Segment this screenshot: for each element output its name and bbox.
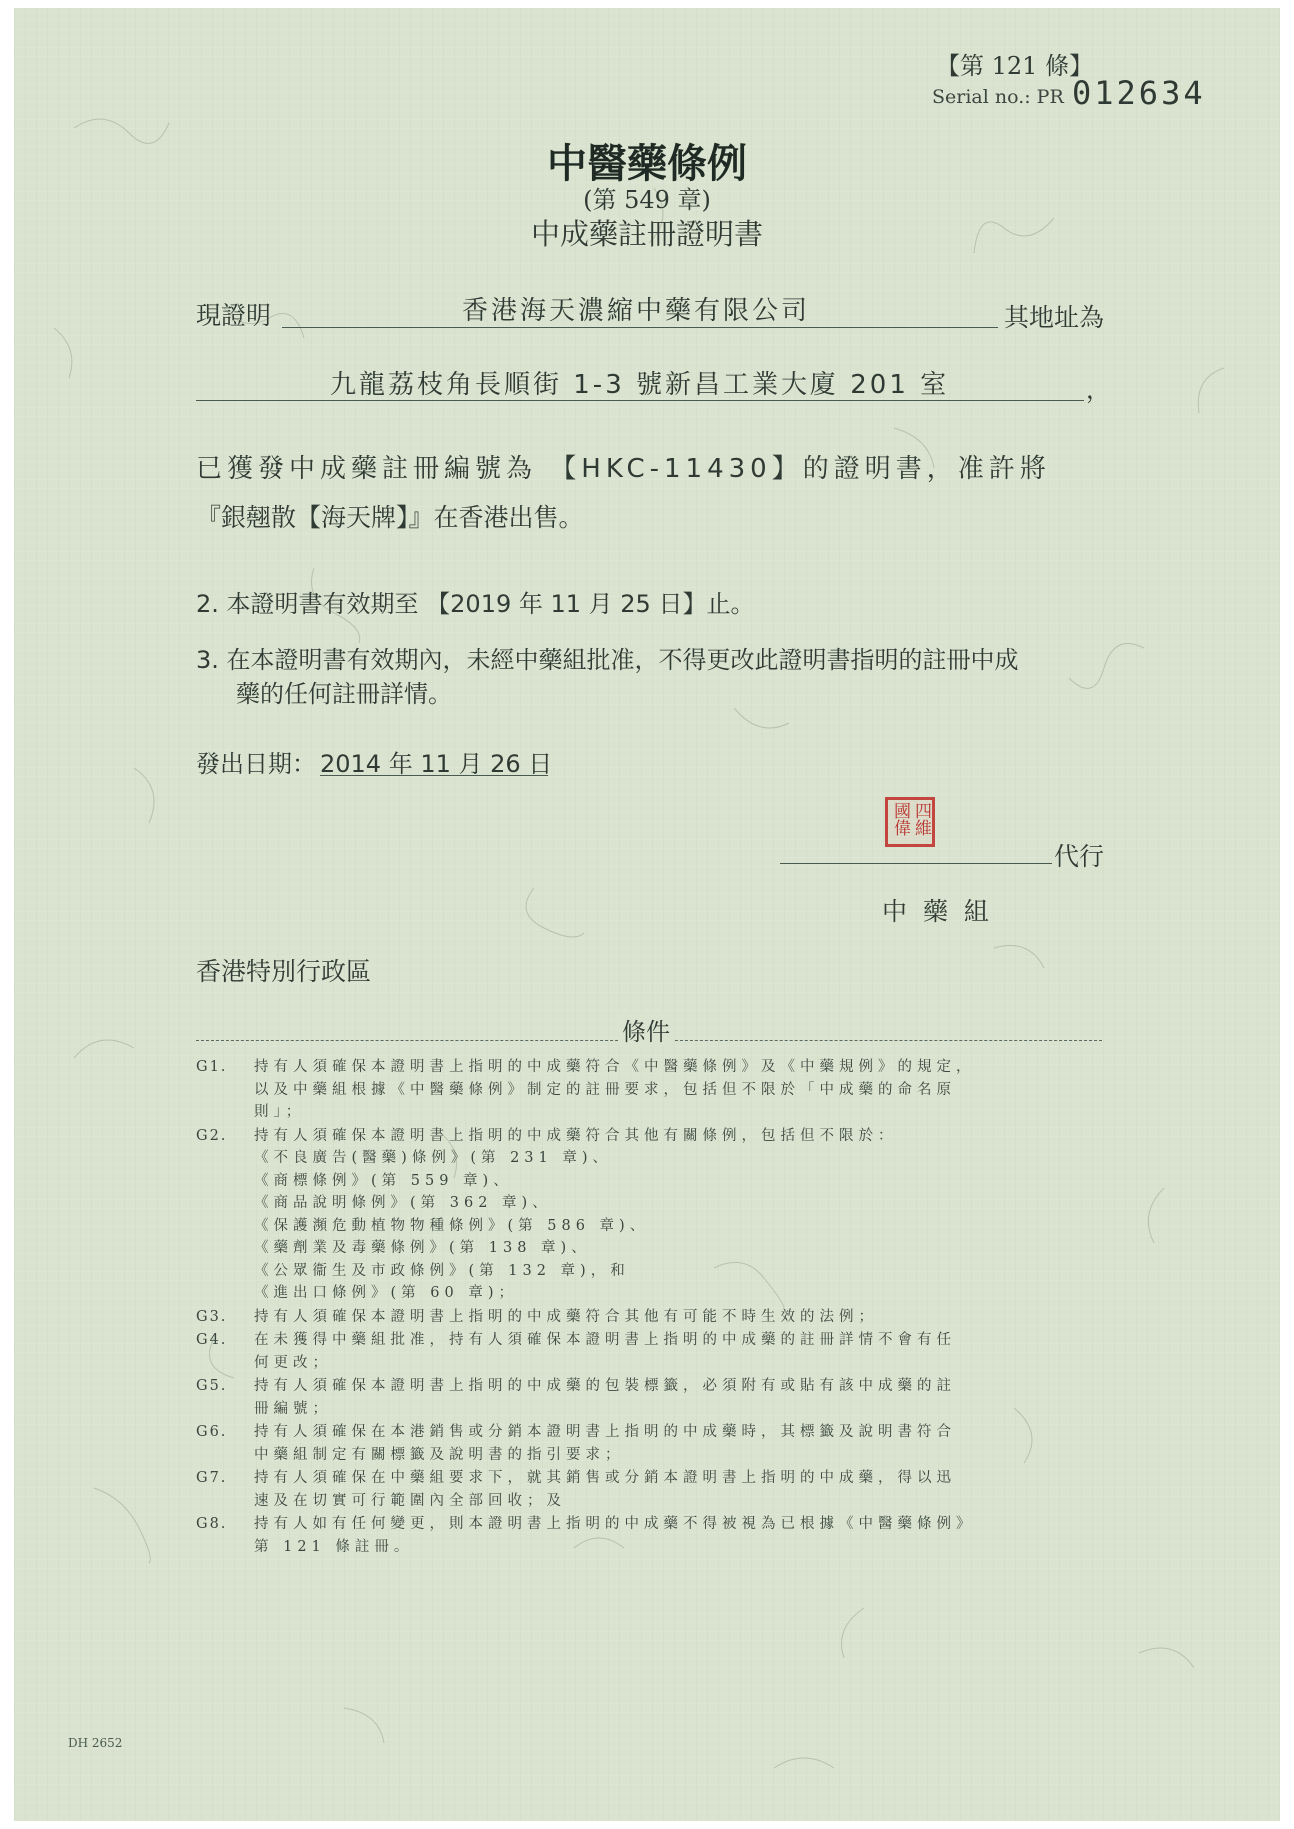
company-address: 九龍荔枝角長順街 1-3 號新昌工業大廈 201 室 [330, 370, 950, 400]
validity-clause: 2. 本證明書有效期至 【2019 年 11 月 25 日】止。 [196, 590, 755, 618]
condition-text-line: 冊編號； [254, 1400, 332, 1417]
condition-item [196, 1329, 1102, 1374]
conditions-heading: 條件 [618, 1012, 674, 1047]
condition-text-line: 則」； [254, 1104, 306, 1120]
serial-label: Serial no.: PR [932, 86, 1064, 108]
condition-text-line: 持有人須確保本證明書上指明的中成藥符合其他有可能不時生效的法例； [254, 1308, 878, 1325]
condition-label: G2. [196, 1127, 228, 1144]
condition-text-line: 《進出口條例》(第 60 章)； [254, 1285, 518, 1301]
condition-item [196, 1056, 1102, 1124]
condition-label: G1. [196, 1059, 228, 1075]
section-reference: 【第 121 條】 [936, 52, 1094, 80]
condition-text-line: 持有人須確保本證明書上指明的中成藥符合其他有關條例，包括但不限於： [254, 1127, 898, 1144]
issue-date-label: 發出日期： [196, 750, 316, 778]
condition-text-line: 何更改； [254, 1354, 332, 1371]
condition-text-line: 在未獲得中藥組批准，持有人須確保本證明書上指明的中成藥的註冊詳情不會有任 [254, 1332, 956, 1348]
amendment-clause-line2: 藥的任何註冊詳情。 [236, 680, 452, 708]
condition-label: G8. [196, 1516, 228, 1532]
company-name: 香港海天濃縮中藥有限公司 [462, 296, 811, 326]
condition-text-line: 持有人須確保本證明書上指明的中成藥的包裝標籤，必須附有或貼有該中成藥的註 [254, 1378, 956, 1394]
address-comma: ， [1086, 376, 1110, 404]
address-label: 其地址為 [1004, 303, 1105, 332]
chapter-number: (第 549 章) [583, 186, 711, 214]
certificate-title: 中成藥註冊證明書 [530, 217, 763, 251]
condition-text-line: 《商品說明條例》(第 362 章)、 [254, 1195, 552, 1211]
official-seal: 四維 國偉 [885, 797, 935, 847]
condition-label: G7. [196, 1470, 228, 1486]
issue-date-underline [320, 775, 548, 776]
region-name: 香港特別行政區 [196, 957, 372, 986]
condition-text-line: 第 121 條註冊。 [254, 1538, 414, 1555]
serial-number: 012634 [1072, 74, 1206, 112]
company-underline [282, 327, 998, 328]
condition-item [196, 1513, 1102, 1558]
condition-item [196, 1467, 1102, 1512]
condition-text-line: 《保護瀕危動植物物種條例》(第 586 章)、 [254, 1217, 650, 1234]
product-statement: 『銀翹散【海天牌】』在香港出售。 [196, 503, 584, 532]
certify-label: 現證明 [196, 301, 272, 330]
condition-label: G6. [196, 1424, 228, 1440]
condition-item [196, 1125, 1102, 1305]
certificate-sheet [14, 8, 1280, 1821]
condition-text-line: 中藥組制定有關標籤及說明書的指引要求； [254, 1446, 625, 1463]
condition-text-line: 速及在切實可行範圍內全部回收；及 [254, 1492, 566, 1509]
registration-statement: 已獲發中成藥註冊編號為 【HKC-11430】的證明書，准許將 [196, 454, 1051, 484]
condition-label: G5. [196, 1378, 228, 1394]
condition-text-line: 持有人如有任何變更，則本證明書上指明的中成藥不得被視為已根據《中醫藥條例》 [254, 1516, 976, 1532]
condition-text-line: 《商標條例》(第 559 章)、 [254, 1172, 513, 1189]
condition-text-line: 持有人須確保本證明書上指明的中成藥符合《中醫藥條例》及《中藥規例》的規定， [254, 1059, 976, 1075]
condition-item [196, 1421, 1102, 1466]
condition-text-line: 持有人須確保在本港銷售或分銷本證明書上指明的中成藥時，其標籤及說明書符合 [254, 1424, 956, 1440]
amendment-clause-line1: 3. 在本證明書有效期內，未經中藥組批准，不得更改此證明書指明的註冊中成 [196, 646, 1019, 674]
condition-text-line: 《不良廣告(醫藥)條例》(第 231 章)、 [254, 1150, 613, 1166]
condition-text-line: 以及中藥組根據《中醫藥條例》制定的註冊要求，包括但不限於「中成藥的命名原 [254, 1081, 956, 1098]
condition-label: G4. [196, 1332, 228, 1348]
condition-item [196, 1375, 1102, 1420]
ordinance-title: 中醫藥條例 [547, 140, 747, 187]
issuing-board: 中 藥 組 [882, 897, 993, 926]
form-code: DH 2652 [68, 1736, 123, 1750]
condition-text-line: 《公眾衞生及市政條例》(第 132 章)，和 [254, 1262, 630, 1279]
condition-item [196, 1306, 1102, 1329]
signature-line [780, 863, 1052, 864]
condition-text-line: 持有人須確保在中藥組要求下，就其銷售或分銷本證明書上指明的中成藥，得以迅 [254, 1470, 956, 1486]
signature-suffix: 代行 [1054, 842, 1105, 871]
issue-date: 2014 年 11 月 26 日 [320, 750, 553, 778]
condition-label: G3. [196, 1308, 228, 1325]
condition-text-line: 《藥劑業及毒藥條例》(第 138 章)、 [254, 1240, 591, 1256]
